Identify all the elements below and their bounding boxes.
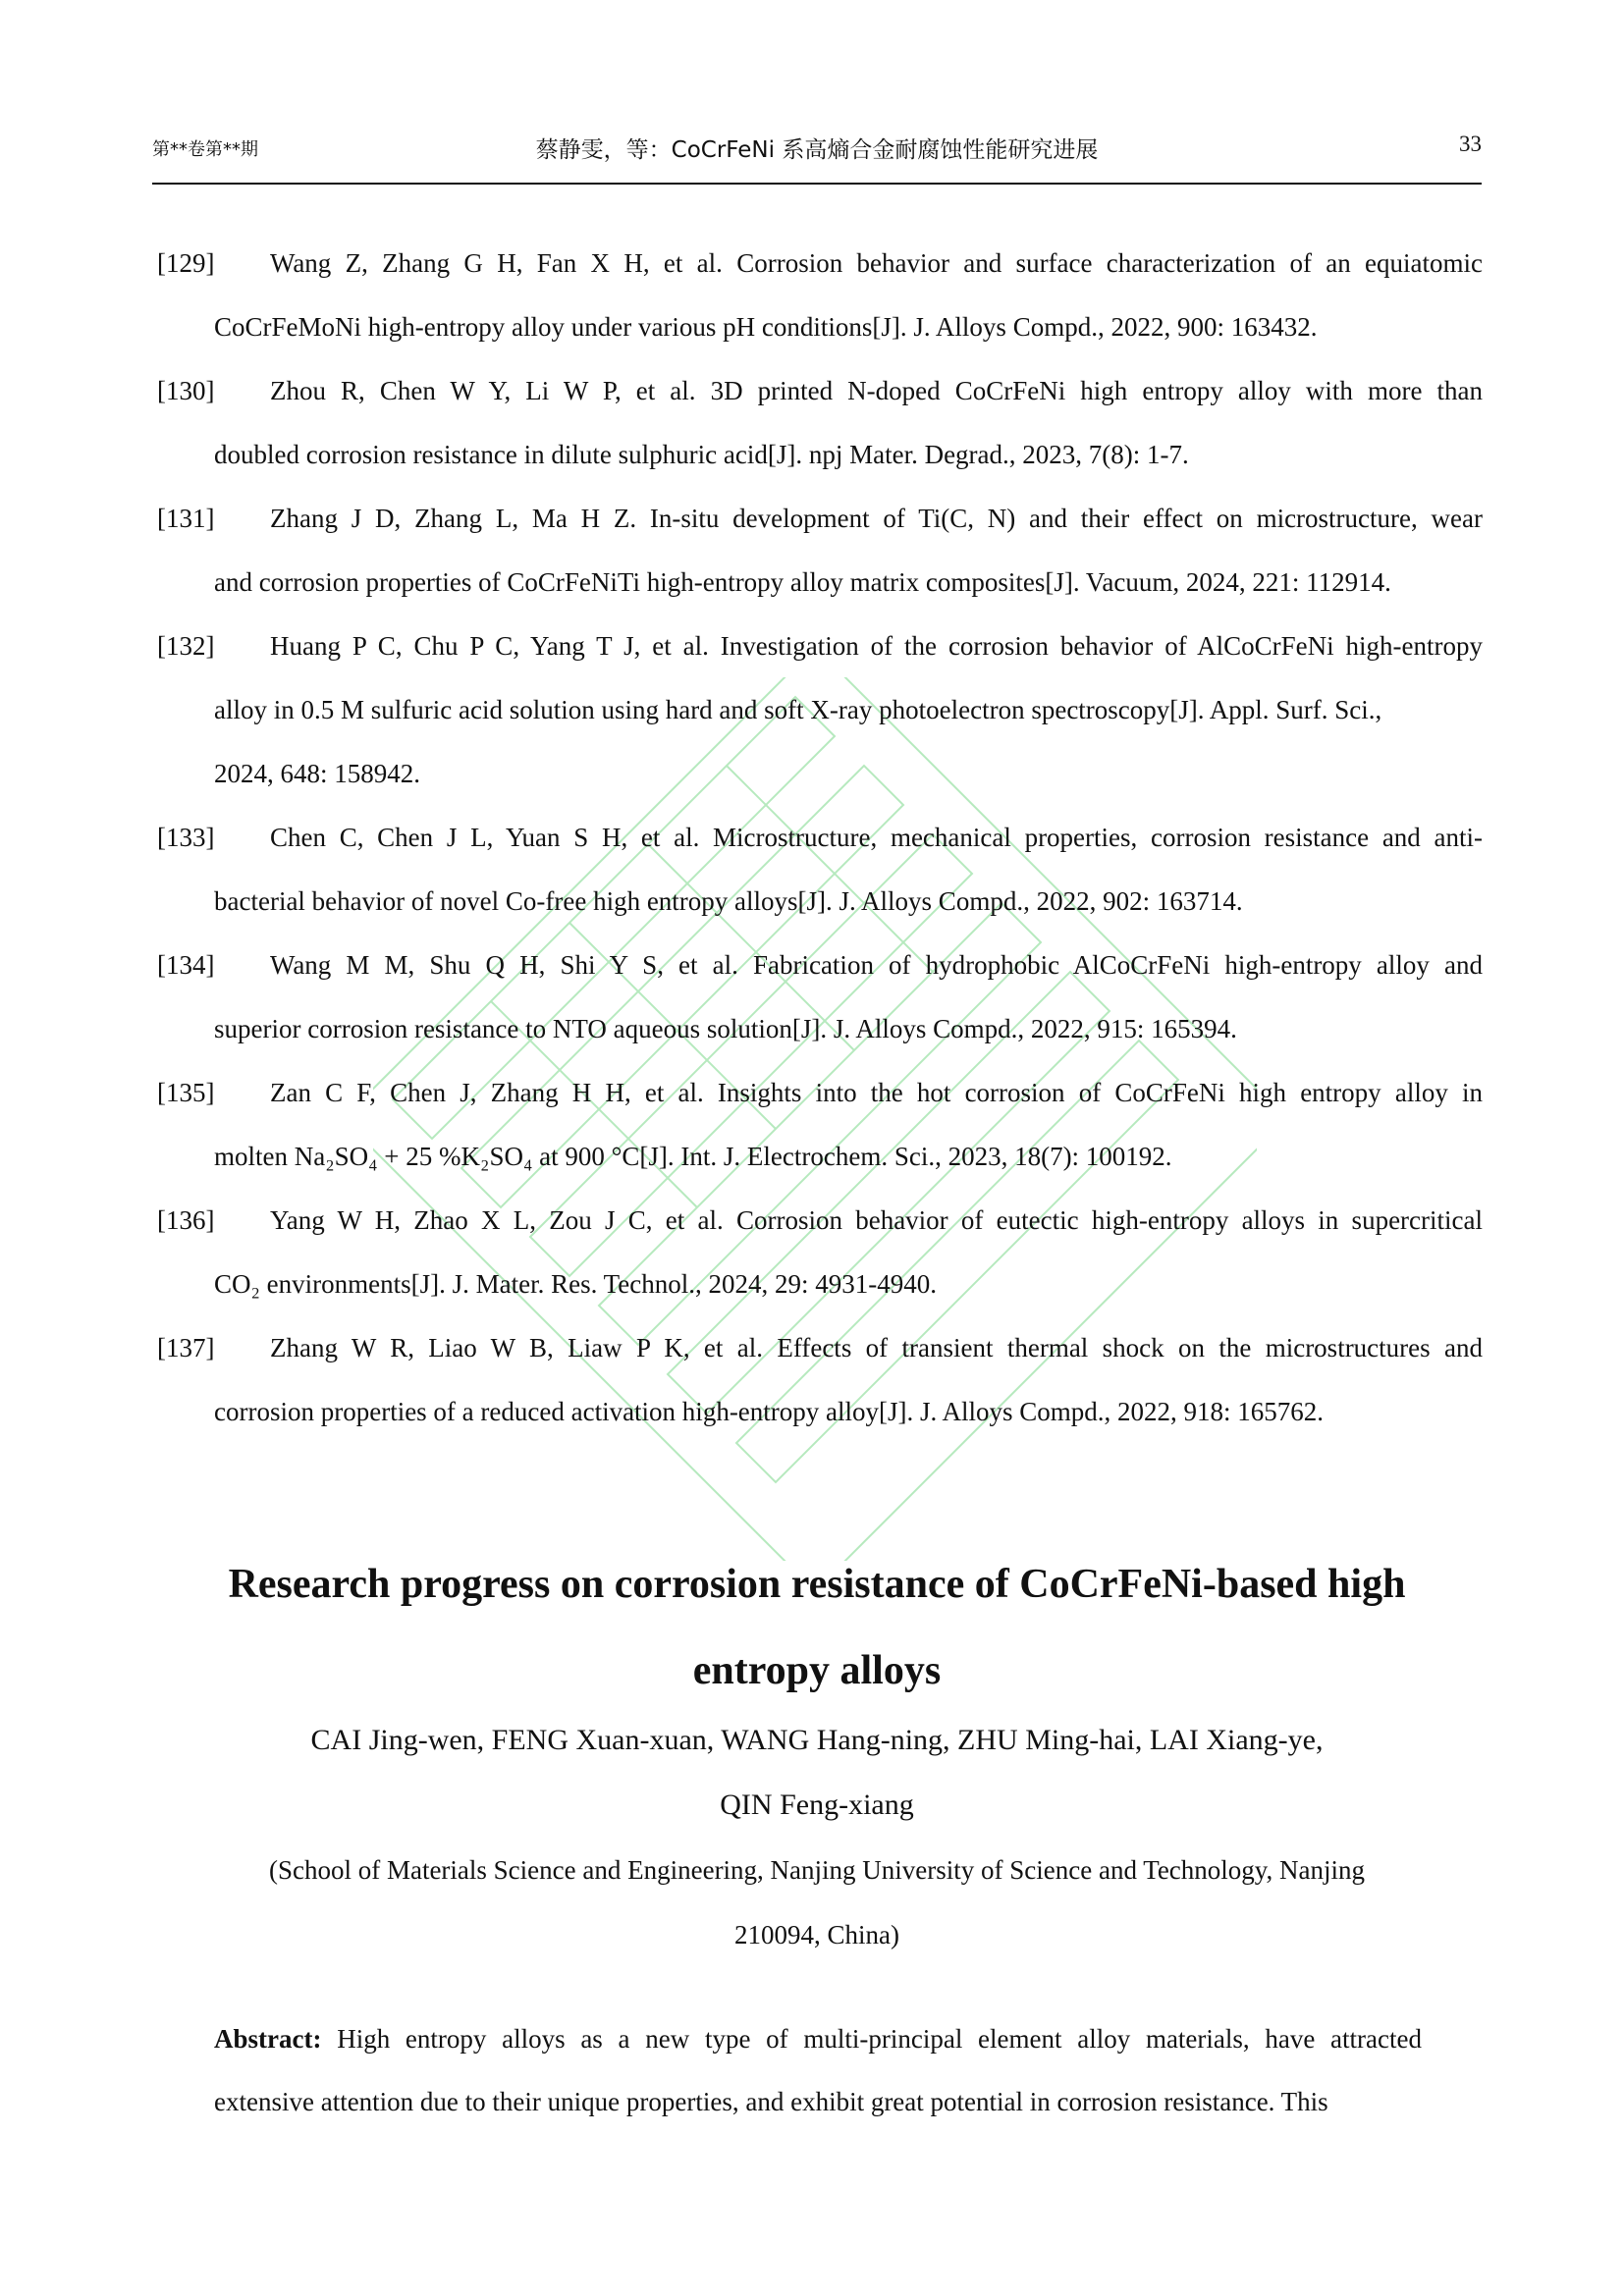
author-line: CAI Jing-wen, FENG Xuan-xuan, WANG Hang-ning, ZHU Ming-hai, LAI Xiang-ye,	[310, 1724, 1324, 1756]
reference-item	[157, 232, 1483, 359]
abstract	[214, 2007, 1422, 2133]
abstract-text: extensive attention due to their unique properties, and exhibit great potential in corrosion resistance. This	[214, 2087, 1328, 2116]
author-line: QIN Feng-xiang	[720, 1789, 914, 1821]
reference-line: alloy in 0.5 M sulfuric acid solution using hard and soft X-ray photoelectron spectroscopy[J]. Appl. Surf. Sci.,	[214, 695, 1382, 724]
reference-line: and corrosion properties of CoCrFeNiTi high-entropy alloy matrix composites[J]. Vacuum, 2024, 221: 112914.	[214, 567, 1391, 597]
reference-first-line: Huang P C, Chu P C, Yang T J, et al. Investigation of the corrosion behavior of AlCoCrFeNi high-entropy	[270, 631, 1483, 661]
reference-item	[157, 614, 1483, 806]
page-header	[152, 128, 1482, 167]
reference-first-line: Wang M M, Shu Q H, Shi Y S, et al. Fabrication of hydrophobic AlCoCrFeNi high-entropy alloy and	[270, 950, 1483, 980]
reference-number: [135]	[157, 1078, 215, 1107]
reference-line: CO₂ environments[J]. J. Mater. Res. Technol., 2024, 29: 4931-4940.	[214, 1269, 937, 1299]
reference-first-line: Wang Z, Zhang G H, Fan X H, et al. Corrosion behavior and surface characterization of an equiatomic	[270, 248, 1483, 278]
reference-item	[157, 359, 1483, 487]
reference-number: [134]	[157, 950, 215, 980]
reference-line: 2024, 648: 158942.	[214, 759, 421, 788]
journal-issue: 第**卷第**期	[152, 139, 258, 160]
reference-number: [133]	[157, 823, 215, 852]
reference-item	[157, 1316, 1483, 1444]
reference-first-line: Zhang J D, Zhang L, Ma H Z. In-situ development of Ti(C, N) and their effect on microstructure, wear	[270, 504, 1483, 533]
author-list	[152, 1708, 1482, 1838]
page-number: 33	[1459, 132, 1482, 156]
reference-line: bacterial behavior of novel Co-free high entropy alloys[J]. J. Alloys Compd., 2022, 902: 163714.	[214, 886, 1243, 916]
reference-first-line: Zan C F, Chen J, Zhang H H, et al. Insights into the hot corrosion of CoCrFeNi high entropy alloy in	[270, 1078, 1483, 1107]
running-title: 蔡静雯，等：CoCrFeNi 系高熵合金耐腐蚀性能研究进展	[535, 137, 1099, 163]
english-title-line: entropy alloys	[692, 1648, 942, 1693]
reference-item	[157, 1061, 1483, 1189]
reference-first-line: Yang W H, Zhao X L, Zou J C, et al. Corrosion behavior of eutectic high-entropy alloys in supercritical	[270, 1205, 1483, 1235]
reference-first-line: Zhang W R, Liao W B, Liaw P K, et al. Effects of transient thermal shock on the microstructures and	[270, 1333, 1483, 1362]
reference-line: molten Na₂SO₄ + 25 %K₂SO₄ at 900 °C[J]. Int. J. Electrochem. Sci., 2023, 18(7): 100192.	[214, 1142, 1172, 1171]
reference-number: [136]	[157, 1205, 215, 1235]
reference-first-line: Chen C, Chen J L, Yuan S H, et al. Microstructure, mechanical properties, corrosion resistance and anti-	[270, 823, 1483, 852]
reference-item	[157, 487, 1483, 614]
reference-number: [129]	[157, 248, 215, 278]
abstract-text: High entropy alloys as a new type of multi-principal element alloy materials, have attracted	[321, 2024, 1422, 2054]
reference-number: [130]	[157, 376, 215, 405]
header-rule	[152, 183, 1482, 185]
reference-line: CoCrFeMoNi high-entropy alloy under various pH conditions[J]. J. Alloys Compd., 2022, 900: 163432.	[214, 312, 1318, 342]
reference-line: doubled corrosion resistance in dilute sulphuric acid[J]. npj Mater. Degrad., 2023, 7(8): 1-7.	[214, 440, 1189, 469]
english-title-line: Research progress on corrosion resistance of CoCrFeNi-based high	[228, 1562, 1406, 1607]
reference-item	[157, 806, 1483, 934]
reference-item	[157, 934, 1483, 1061]
reference-line: corrosion properties of a reduced activation high-entropy alloy[J]. J. Alloys Compd., 2022, 918: 165762.	[214, 1397, 1325, 1426]
affiliation	[152, 1838, 1482, 1967]
reference-list	[157, 232, 1483, 1444]
reference-number: [137]	[157, 1333, 215, 1362]
affiliation-line: (School of Materials Science and Engineering, Nanjing University of Science and Technology, Nanjing	[268, 1855, 1366, 1885]
abstract-label: Abstract:	[214, 2024, 322, 2054]
reference-line: superior corrosion resistance to NTO aqueous solution[J]. J. Alloys Compd., 2022, 915: 165394.	[214, 1014, 1237, 1043]
reference-item	[157, 1189, 1483, 1316]
reference-number: [132]	[157, 631, 215, 661]
reference-number: [131]	[157, 504, 215, 533]
affiliation-line: 210094, China)	[734, 1920, 899, 1949]
reference-first-line: Zhou R, Chen W Y, Li W P, et al. 3D printed N-doped CoCrFeNi high entropy alloy with more than	[270, 376, 1483, 405]
english-title	[152, 1541, 1482, 1714]
